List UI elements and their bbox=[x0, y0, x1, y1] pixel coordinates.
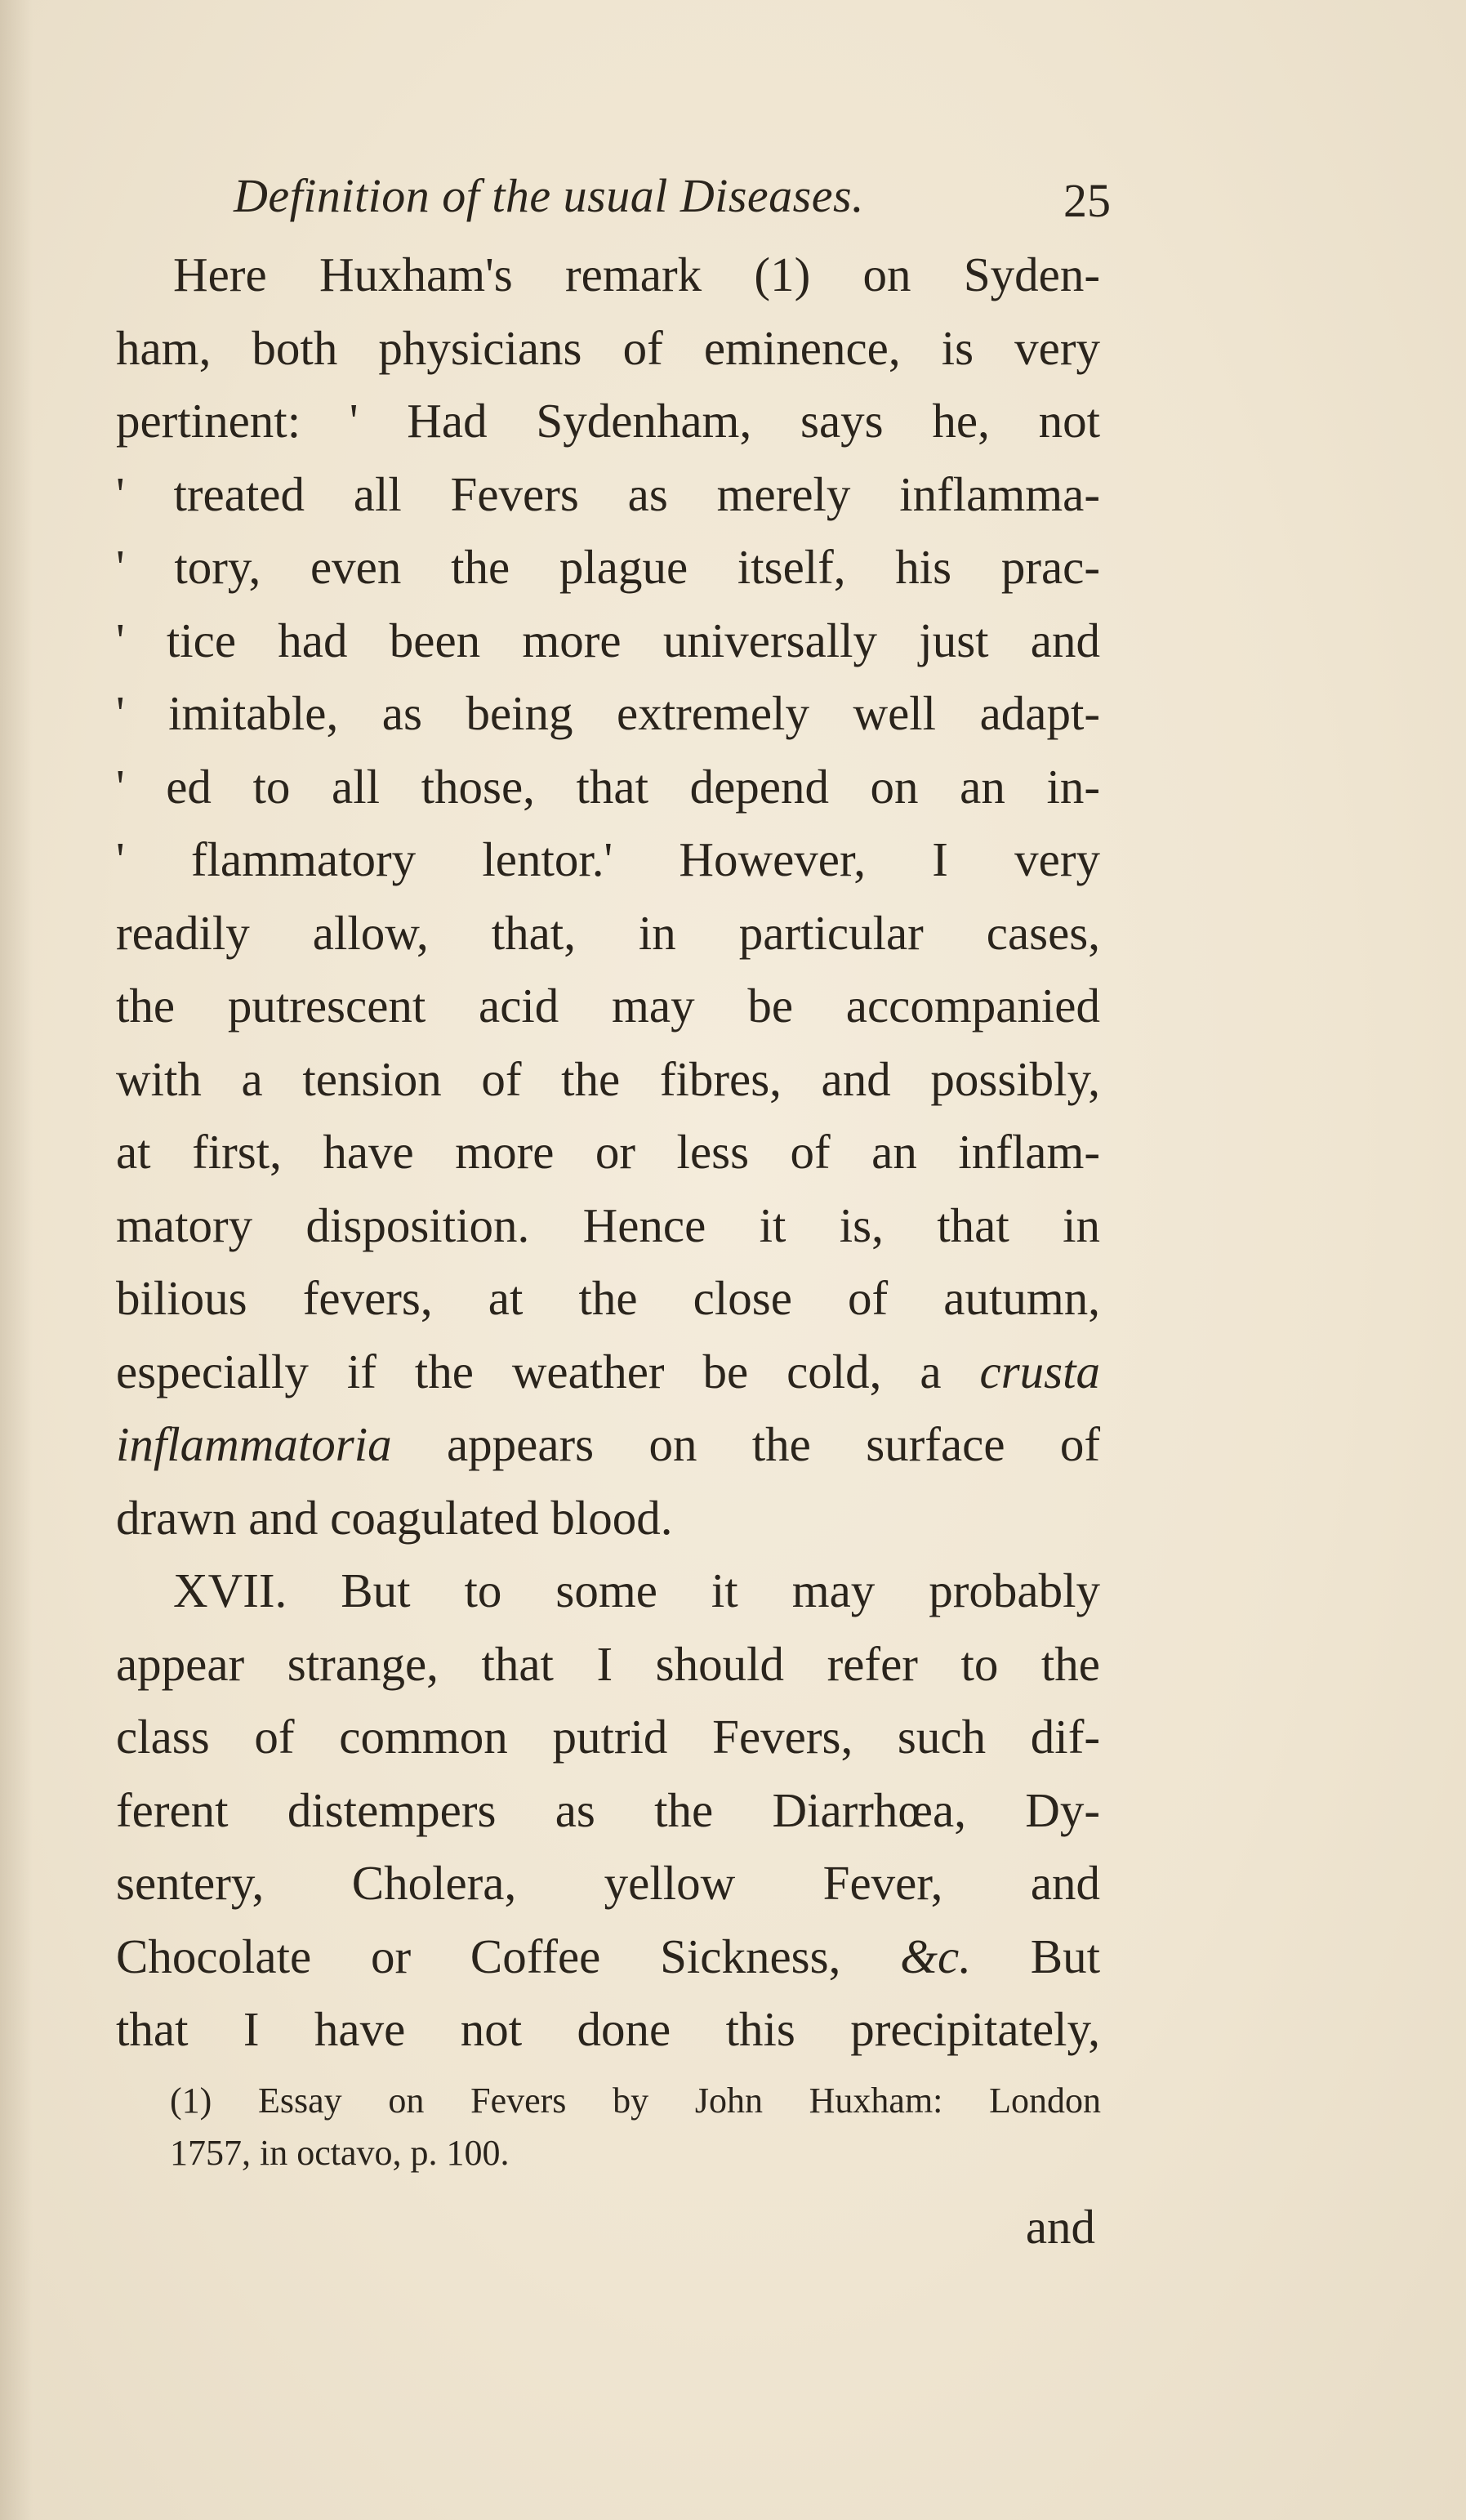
catchword: and bbox=[1025, 2200, 1095, 2254]
text-line: ferent distempers as the Diarrhœa, Dy- bbox=[116, 1782, 1100, 1837]
italic-term: crusta bbox=[979, 1344, 1101, 1398]
body-text bbox=[116, 239, 1100, 2067]
text-line: ham, both physicians of eminence, is very bbox=[116, 320, 1100, 375]
text-line: appear strange, that I should refer to the bbox=[116, 1636, 1100, 1691]
text-segment: especially if the weather be cold, a bbox=[116, 1344, 942, 1398]
page-number: 25 bbox=[1063, 174, 1111, 227]
text-line: the putrescent acid may be accompanied bbox=[116, 979, 1100, 1033]
text-line: ' flammatory lentor.' However, I very bbox=[116, 832, 1100, 886]
text-line: readily allow, that, in particular cases, bbox=[116, 905, 1100, 960]
footnote bbox=[170, 2075, 1101, 2179]
text-line: matory disposition. Hence it is, that in bbox=[116, 1198, 1100, 1252]
text-line: bilious fevers, at the close of autumn, bbox=[116, 1271, 1100, 1325]
footnote-line: 1757, in octavo, p. 100. bbox=[170, 2133, 510, 2173]
gutter-shadow bbox=[0, 0, 33, 2520]
text-line bbox=[116, 1920, 1100, 1994]
text-line: at first, have more or less of an inflam- bbox=[116, 1125, 1100, 1179]
text-line: sentery, Cholera, yellow Fever, and bbox=[116, 1856, 1100, 1910]
text-line: pertinent: ' Had Sydenham, says he, not bbox=[116, 394, 1100, 448]
text-line bbox=[116, 1408, 1100, 1482]
text-segment: Chocolate or Coffee Sickness, bbox=[116, 1929, 841, 1983]
text-line: ' tory, even the plague itself, his prac- bbox=[116, 540, 1100, 594]
text-line: drawn and coagulated blood. bbox=[116, 1490, 673, 1545]
text-line: ' treated all Fevers as merely inflamma- bbox=[116, 466, 1100, 521]
text-line: Here Huxham's remark (1) on Syden- bbox=[173, 248, 1100, 301]
page-header bbox=[234, 163, 1111, 229]
text-segment: But bbox=[1030, 1929, 1101, 1983]
text-line: XVII. But to some it may probably bbox=[173, 1563, 1100, 1617]
text-line: ' ed to all those, that depend on an in- bbox=[116, 759, 1100, 814]
italic-term: &c. bbox=[900, 1929, 971, 1983]
footnote-line: (1) Essay on Fevers by John Huxham: London bbox=[170, 2081, 1101, 2121]
text-line bbox=[116, 1336, 1100, 1409]
text-line: ' tice had been more universally just and bbox=[116, 613, 1100, 667]
text-line: ' imitable, as being extremely well adapt- bbox=[116, 686, 1100, 740]
text-line: that I have not done this precipitately, bbox=[116, 2002, 1100, 2056]
italic-term: inflammatoria bbox=[116, 1417, 392, 1471]
running-title: Definition of the usual Diseases. bbox=[234, 169, 865, 222]
text-segment: appears on the surface of bbox=[446, 1417, 1100, 1471]
text-line: class of common putrid Fevers, such dif- bbox=[116, 1710, 1100, 1764]
text-line: with a tension of the fibres, and possibly, bbox=[116, 1051, 1100, 1106]
